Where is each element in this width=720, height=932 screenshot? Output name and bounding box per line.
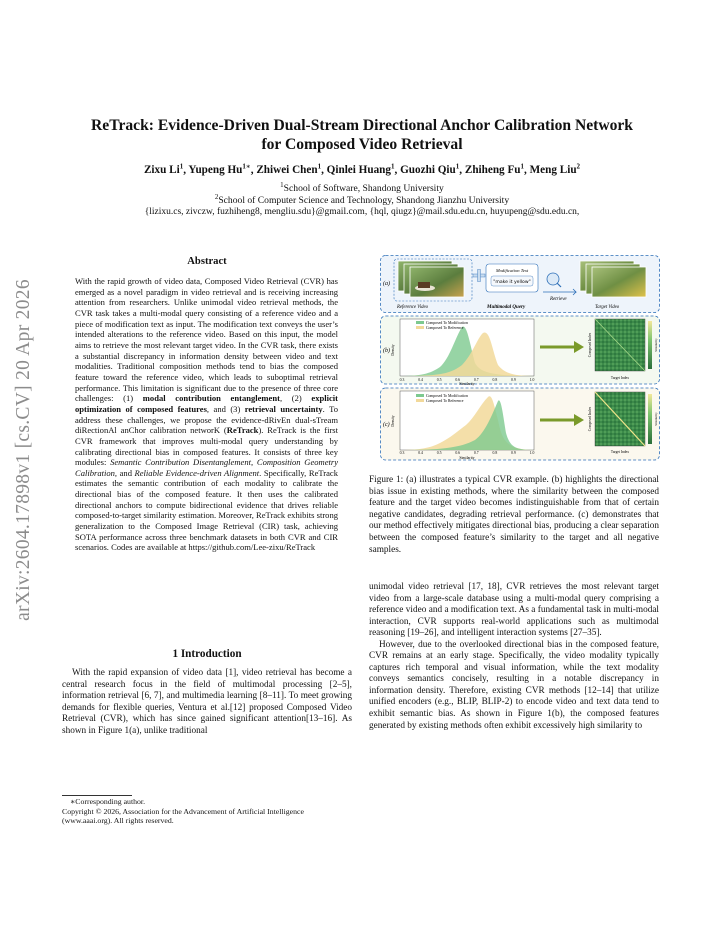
svg-text:Composed To Modification: Composed To Modification — [426, 394, 468, 398]
paper-title: ReTrack: Evidence-Driven Dual-Stream Directional Anchor Calibration Network for Composed Video Retrieval — [91, 117, 633, 153]
x-tick-label: 0.9 — [511, 451, 516, 455]
multimodal-query-label: Multimodal Query — [487, 305, 526, 310]
x-tick-label: 0.3 — [399, 451, 405, 455]
section-heading: 1 Introduction — [172, 648, 242, 660]
x-tick-label: 0.5 — [436, 378, 442, 382]
svg-text:Similarity: Similarity — [654, 338, 658, 352]
author: Meng Liu$^2$ — [529, 162, 581, 176]
figure-1 — [380, 255, 660, 465]
author: Yupeng $Hu^{1∗}$ — [188, 162, 251, 176]
x-tick-label: 0.7 — [473, 451, 479, 455]
svg-text:Similarity: Similarity — [654, 412, 658, 426]
x-tick-label: 0.9 — [511, 378, 516, 382]
author-emails: {lizixu.cs, zivczw, fuzhiheng8, mengliu.sdu}@gmail.com, {hql, qiugz}@mail.sdu.edu.cn, huyupeng@sdu.edu.cn, — [144, 207, 580, 217]
figure-caption: Figure 1: (a) illustrates a typical CVR example. (b) highlights the directional bias issue in existing methods, where the similarity between the composed feature and the target video becomes indistinguishable from that of certain negative candidates, degrading retrieval performance. (c) demonstrates that our method effectively mitigates directional bias, producing a clear separation between the composed feature’s similarity to the target and all negative samples. — [369, 475, 659, 555]
panel-b — [381, 316, 660, 386]
svg-text:Density: Density — [391, 344, 395, 356]
svg-text:Target Index: Target Index — [610, 450, 630, 454]
footnotes: ∗Corresponding author. Copyright © 2026, Association for the Advancement of Artificial Intelligence (www.aaai.org). All rights reserved. — [62, 797, 304, 826]
retrieve-label: Retrieve — [550, 297, 567, 302]
affiliation: $^1$School of Software, Shandong University — [280, 180, 444, 194]
author: Guozhi Qiu$^1$ — [400, 162, 460, 176]
target-video-label: Target Video — [595, 305, 620, 310]
panel-label: (b) — [383, 348, 390, 354]
x-tick-label: 0.6 — [455, 451, 461, 455]
author-list: Zixu Li$^1$, Yupeng $Hu^{1∗}$, Zhiwei Chen$^1$, Qinlei Huang$^1$, Guozhi Qiu$^1$, Zhiheng Fu$^1$, Meng Liu$^2$ — [143, 162, 581, 176]
modification-text-box — [486, 264, 538, 292]
target-video-frames — [580, 261, 646, 297]
x-tick-label: 0.3 — [399, 378, 405, 382]
right-column-body: unimodal video retrieval [17, 18], CVR retrieves the most relevant target video from a large-scale database using a multi-modal query comprising a reference video and a modification text. As a fundamental task in multi-modal interaction, CVR supports real-world applications such as multimodal reasoning [19–26], and intelligent interaction systems [27–35]. However, due to the overlooked directional bias in the composed feature, CVR remains at an early stage. Specifically, the video modality typically captures rich temporal and visual information, while the text modality conveys semantics concisely, resulting in a notable discrepancy in information density. Therefore, existing CVR methods [12–14] that utilize unified encoders (e.g., BLIP, BLIP-2) to encode video and text data tend to exhibit semantic bias. As shown in Figure 1(b), the composed features generated by existing methods often exhibit excessively high similarity to — [369, 582, 659, 731]
author: Zhiheng Fu$^1$ — [464, 162, 525, 176]
panel-a — [381, 256, 660, 313]
x-tick-label: 0.4 — [418, 378, 423, 382]
svg-text:"make it yellow": "make it yellow" — [493, 280, 531, 285]
svg-text:Similarity: Similarity — [459, 456, 475, 460]
panel-label: (a) — [383, 281, 390, 287]
panel-label: (c) — [383, 422, 390, 428]
x-tick-label: 0.8 — [492, 378, 498, 382]
x-tick-label: 1.0 — [529, 378, 535, 382]
svg-text:Composed To Modification: Composed To Modification — [426, 321, 468, 325]
svg-text:Composed Index: Composed Index — [588, 332, 592, 358]
colorbar — [648, 321, 652, 369]
affiliation: $^2$School of Computer Science and Technology, Shandong Jianzhu University — [214, 192, 510, 206]
colorbar — [648, 394, 652, 444]
footnote-rule — [62, 795, 132, 796]
svg-text:Similarity: Similarity — [459, 382, 475, 386]
abstract-body: With the rapid growth of video data, Composed Video Retrieval (CVR) has emerged as a novel paradigm in video retrieval and is receiving increasing attention from researchers. Unlike unimodal video retrieval methods, the CVR task takes a multi-modal query consisting of a reference video and a piece of modification text as input. The modification text conveys the user’s intended alterations to the reference video. Based on this input, the model aims to retrieve the most relevant target video. In the CVR task, there exists a substantial discrepancy in information density between video and text modalities. Traditional composition methods tend to bias the composed feature toward the reference video, which leads to suboptimal retrieval performance. This limitation is significant due to the presence of three core challenges: (1) modal contribution entanglement, (2) explicit optimization of composed features, and (3) retrieval uncertainty. To address these challenges, we propose the evidence-dRivEn dual-sTream diRectionAl anChor calibration networK (ReTrack). ReTrack is the first CVR framework that improves multi-modal query understanding by calibrating directional bias in composed features. It consists of three key modules: Semantic Contribution Disentanglement, Composition Geometry Calibration, and Reliable Evidence-driven Alignment. Specifically, ReTrack estimates the semantic contribution of each modality to calibrate the directional bias of the composed feature. It then uses the calibrated directional anchors to compute bidirectional evidence that drives reliable composed-to-target similarity estimation. Moreover, ReTrack exhibits strong generalization to the Composed Image Retrieval (CIR) task, achieving SOTA performance across three benchmark datasets in both CVR and CIR scenarios. Codes are available at https://github.com/Lee-zixu/ReTrack — [75, 276, 339, 553]
intro-body: With the rapid expansion of video data [1], video retrieval has become a central research focus in the field of multimodal processing [2–5], information retrieval [6, 7], and multimedia learning [8–11]. To meet growing demands for flexible queries, Ventura et al.[12] proposed Composed Video Retrieval (CVR), which has since gained significant attention[13–16]. As shown in Figure 1(a), unlike traditional — [62, 668, 352, 736]
author: Zixu Li$^1$ — [143, 162, 184, 176]
x-tick-label: 0.5 — [436, 451, 442, 455]
arxiv-watermark: arXiv:2604.17898v1 [cs.CV] 20 Apr 2026 — [13, 279, 34, 621]
x-tick-label: 0.8 — [492, 451, 498, 455]
svg-text:Composed To Reference: Composed To Reference — [426, 326, 464, 330]
x-tick-label: 0.7 — [473, 378, 479, 382]
x-tick-label: 0.6 — [455, 378, 461, 382]
svg-text:Density: Density — [391, 415, 395, 427]
reference-video-frames — [398, 261, 464, 297]
author: Qinlei Huang$^1$ — [326, 162, 395, 176]
svg-text:Composed To Reference: Composed To Reference — [426, 399, 464, 403]
svg-text:Composed Index: Composed Index — [588, 406, 592, 432]
svg-text:Target Index: Target Index — [610, 376, 630, 380]
abstract-heading: Abstract — [187, 256, 227, 267]
x-tick-label: 1.0 — [529, 451, 535, 455]
panel-c — [381, 388, 660, 460]
reference-video-label: Reference Video — [397, 305, 429, 310]
author: Zhiwei Chen$^1$ — [256, 162, 322, 176]
x-tick-label: 0.4 — [418, 451, 423, 455]
svg-text:Modification Text: Modification Text — [495, 268, 529, 273]
